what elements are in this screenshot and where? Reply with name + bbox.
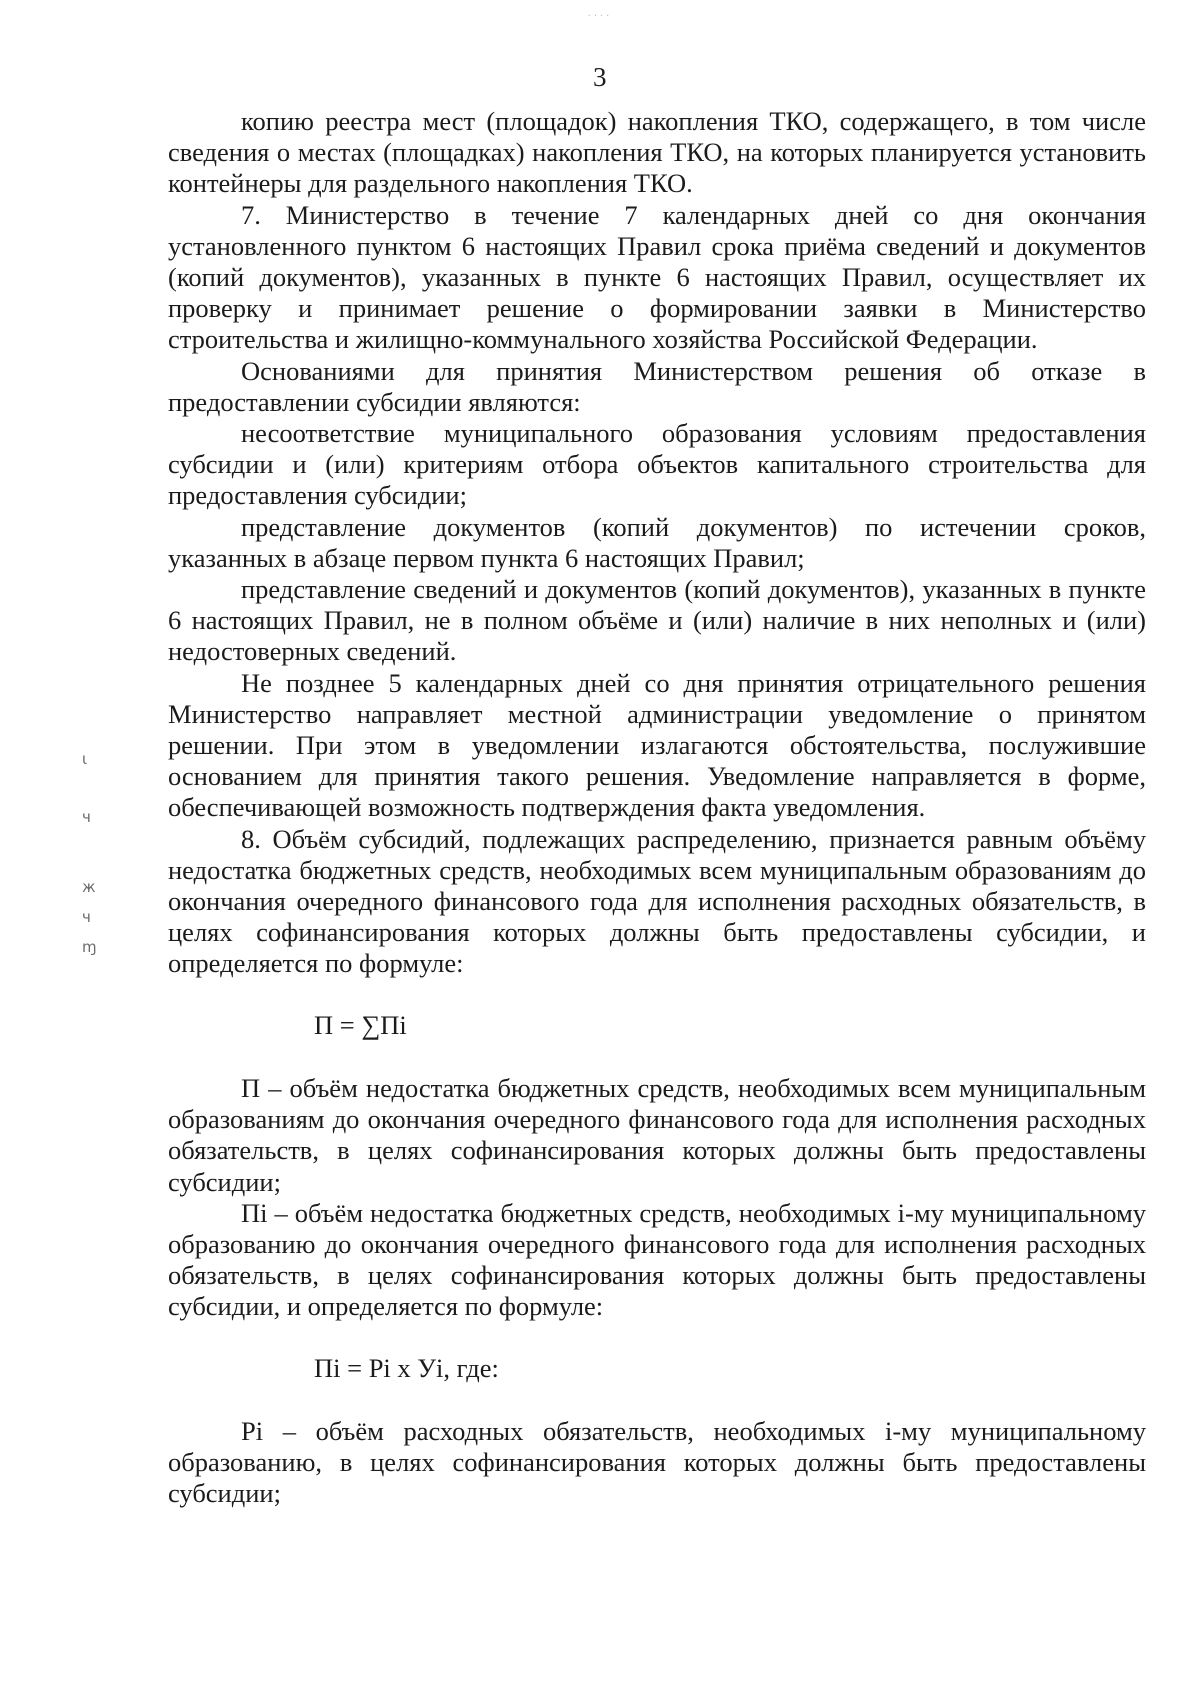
paragraph-definition-p: П – объём недостатка бюджетных средств, необходимых всем муниципальным образованиям до окончания очередного финансового года для исполнения расходных обязательств, в целях софинансирования которых должны быть предоставлены субсидии;	[168, 1072, 1146, 1197]
document-body	[168, 106, 1146, 1509]
formula-pi: Пi = Рi x Уi, где:	[314, 1352, 499, 1383]
paragraph-ground-nonconformity: несоответствие муниципального образования условиям предоставления субсидии и (или) критериям отбора объектов капитального строительства для предоставления субсидии;	[168, 418, 1146, 511]
paragraph-definition-pi: Пi – объём недостатка бюджетных средств, необходимых i-му муниципальному образованию до окончания очередного финансового года для исполнения расходных обязательств, в целях софинансирования которых должны быть предоставлены субсидии, и определяется по формуле:	[168, 1197, 1146, 1322]
margin-scan-mark: ч	[82, 908, 91, 926]
paragraph-notification: Не позднее 5 календарных дней со дня принятия отрицательного решения Министерство направляет местной администрации уведомление о принятом решении. При этом в уведомлении излагаются обстоятельства, послужившие основанием для принятия такого решения. Уведомление направляется в форме, обеспечивающей возможность подтверждения факта уведомления.	[168, 667, 1146, 823]
margin-scan-mark: ι	[82, 750, 88, 768]
page-number: 3	[593, 62, 607, 92]
margin-scan-mark: ɱ	[82, 938, 97, 956]
margin-scan-mark: ж	[82, 878, 96, 896]
formula-total: П = ∑Пi	[314, 1009, 407, 1040]
paragraph-ground-late-submission: представление документов (копий документов) по истечении сроков, указанных в абзаце первом пункта 6 настоящих Правил;	[168, 511, 1146, 573]
paragraph-definition-ri: Рi – объём расходных обязательств, необходимых i-му муниципальному образованию, в целях софинансирования которых должны быть предоставлены субсидии;	[168, 1415, 1146, 1509]
paragraph-item-8: 8. Объём субсидий, подлежащих распределению, признается равным объёму недостатка бюджетных средств, необходимых всем муниципальным образованиям до окончания очередного финансового года для исполнения расходных обязательств, в целях софинансирования которых должны быть предоставлены субсидии, и определяется по формуле:	[168, 823, 1146, 979]
paragraph-registry-copy: копию реестра мест (площадок) накопления ТКО, содержащего, в том числе сведения о местах (площадках) накопления ТКО, на которых планируется установить контейнеры для раздельного накопления ТКО.	[168, 106, 1146, 199]
top-scan-marks: ....	[587, 8, 613, 19]
margin-scan-mark: ч	[82, 808, 91, 826]
paragraph-ground-incomplete: представление сведений и документов (копий документов), указанных в пункте 6 настоящих Правил, не в полном объёме и (или) наличие в них неполных и (или) недостоверных сведений.	[168, 574, 1146, 667]
paragraph-item-7: 7. Министерство в течение 7 календарных дней со дня окончания установленного пунктом 6 настоящих Правил срока приёма сведений и документов (копий документов), указанных в пункте 6 настоящих Правил, осуществляет их проверку и принимает решение о формировании заявки в Министерство строительства и жилищно-коммунального хозяйства Российской Федерации.	[168, 199, 1146, 355]
paragraph-refusal-grounds: Основаниями для принятия Министерством решения об отказе в предоставлении субсидии являются:	[168, 355, 1146, 417]
